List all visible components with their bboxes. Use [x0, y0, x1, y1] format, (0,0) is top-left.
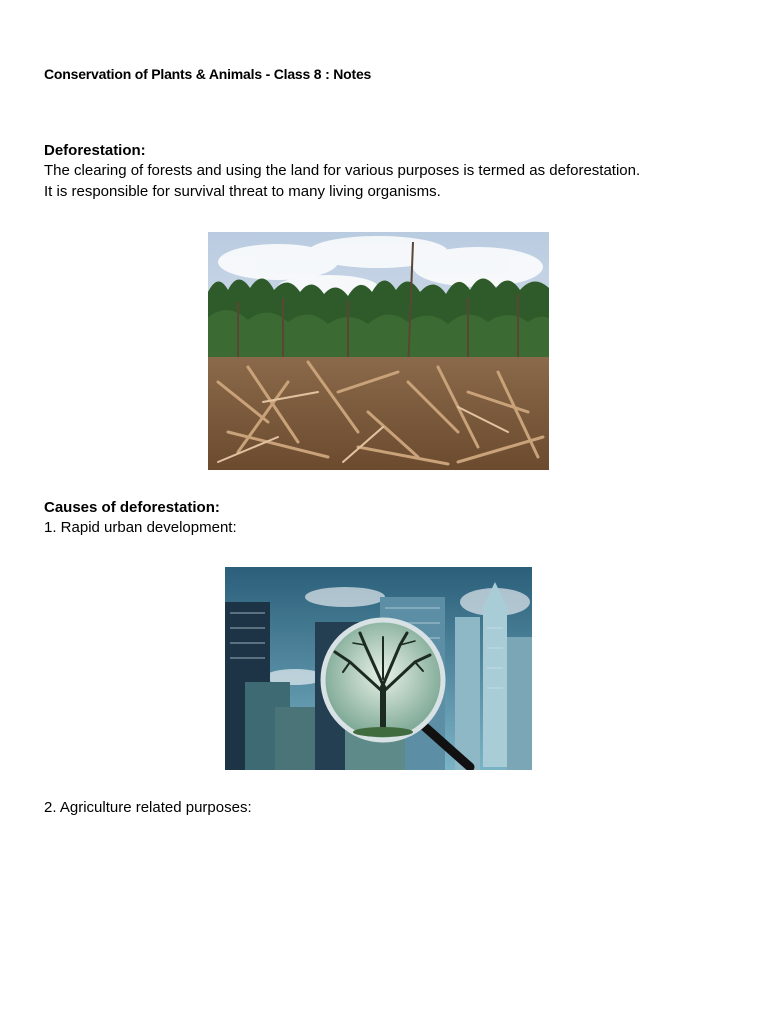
- deforestation-definition-line-1: The clearing of forests and using the land for various purposes is termed as deforestation.: [44, 162, 641, 179]
- grass: [353, 727, 413, 737]
- cause-item-urban-development: 1. Rapid urban development:: [44, 519, 237, 536]
- urban-illustration: [225, 567, 532, 770]
- deforestation-illustration: [208, 232, 549, 470]
- deforestation-photo: [208, 232, 549, 470]
- document-title: Conservation of Plants & Animals - Class 8 : Notes: [44, 66, 372, 82]
- urban-development-photo: [225, 567, 532, 770]
- cause-item-agriculture: 2. Agriculture related purposes:: [44, 799, 252, 816]
- deforestation-heading: Deforestation:: [44, 142, 146, 159]
- deforestation-definition-line-2: It is responsible for survival threat to many living organisms.: [44, 183, 441, 200]
- causes-heading: Causes of deforestation:: [44, 499, 220, 516]
